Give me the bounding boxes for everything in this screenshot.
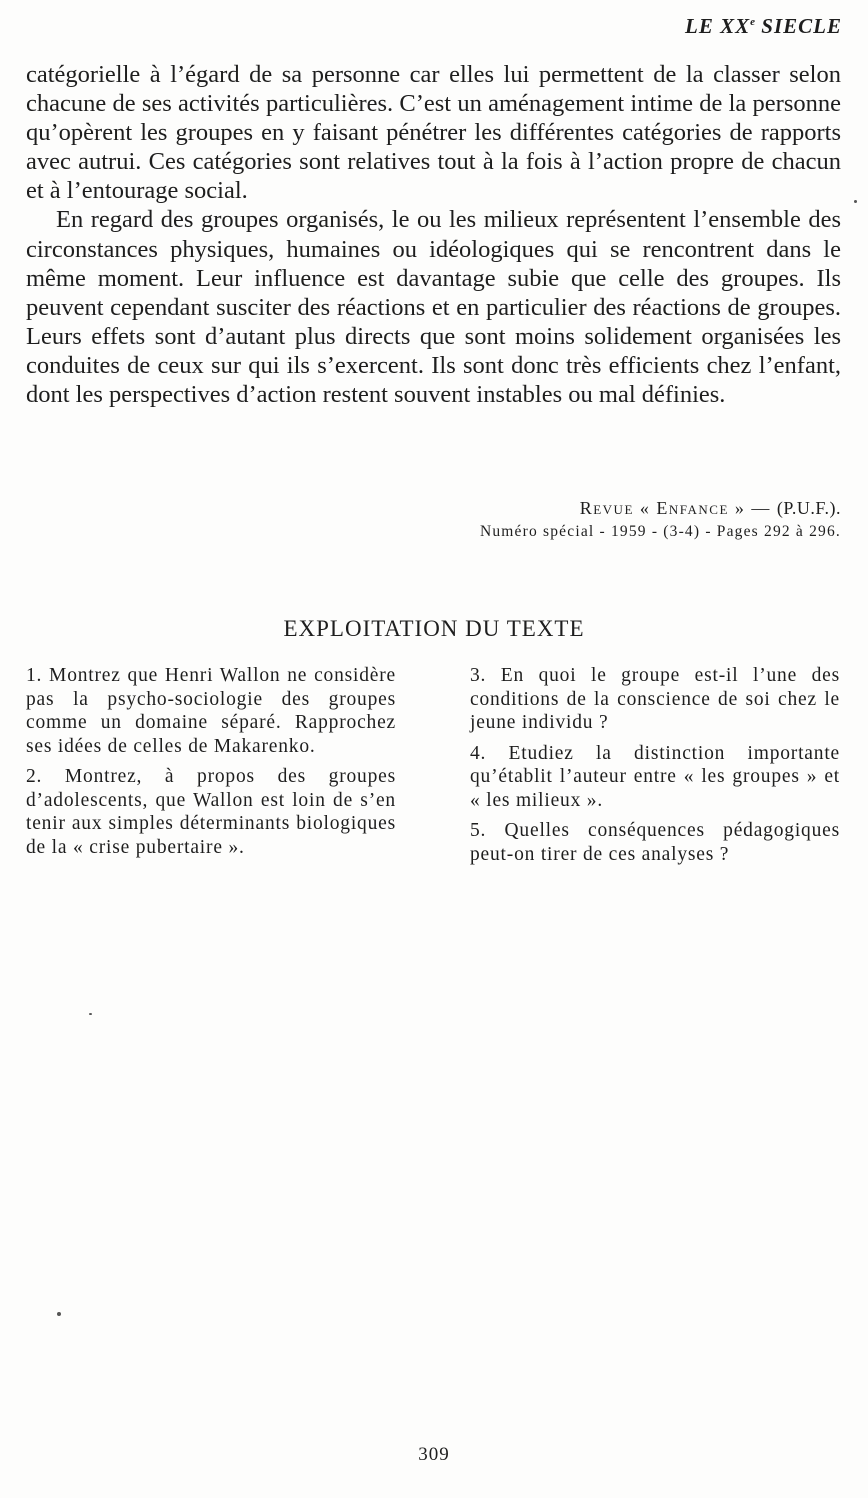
questions-right-column xyxy=(470,664,840,873)
scan-speck xyxy=(89,1013,92,1015)
questions-left-column xyxy=(26,664,396,866)
body-paragraph: catégorielle à l’égard de sa personne car elles lui permettent de la classer selon chacune de ses activités particulières. C’est un aménagement intime de la personne qu’opèrent les groupes en y faisant pénétrer les différentes catégories de rapports avec autrui. Ces catégories sont relatives tout à la fois à l’action propre de chacun et à l’entourage social. xyxy=(26,61,841,205)
citation-source-suffix: (P.U.F.). xyxy=(776,498,841,518)
running-head-text: LE XX xyxy=(685,14,751,38)
page-number: 309 xyxy=(418,1444,450,1465)
citation-source-prefix: Revue « Enfance » — xyxy=(579,498,777,518)
section-title: EXPLOITATION DU TEXTE xyxy=(283,616,585,641)
question-item: 5. Quelles conséquences pédagogiques peut-on tirer de ces analyses ? xyxy=(470,820,840,865)
running-head-rest: SIECLE xyxy=(755,14,842,38)
question-item: 3. En quoi le groupe est-il l’une des conditions de la conscience de soi chez le jeune individu ? xyxy=(470,665,840,733)
running-head-superscript: e xyxy=(750,16,756,28)
body-text xyxy=(26,60,841,409)
question-item: 4. Etudiez la distinction importante qu’établit l’auteur entre « les groupes » et « les milieux ». xyxy=(470,742,840,811)
scan-speck xyxy=(854,200,857,203)
scan-speck xyxy=(57,1312,61,1316)
body-paragraph: En regard des groupes organisés, le ou les milieux représentent l’ensemble des circonstances physiques, humaines ou idéologiques qui se rencontrent dans le même moment. Leur influence est davantage subie que celle des groupes. Ils peuvent cependant susciter des réactions et en particulier des réactions de groupes. Leurs effets sont d’autant plus directs que sont moins solidement organisées les conduites de ceux sur qui ils s’exercent. Ils sont donc très efficients chez l’enfant, dont les perspectives d’action restent souvent instables ou mal définies. xyxy=(26,206,841,409)
citation-reference: Numéro spécial - 1959 - (3-4) - Pages 292 à 296. xyxy=(479,523,841,540)
question-item: 1. Montrez que Henri Wallon ne considère pas la psycho-sociologie des groupes comme un domaine séparé. Rapprochez ses idées de celles de Makarenko. xyxy=(26,665,396,757)
citation-source xyxy=(480,496,841,520)
question-item: 2. Montrez, à propos des groupes d’adolescents, que Wallon est loin de s’en tenir aux simples déterminants biologiques de la « crise pubertaire ». xyxy=(26,766,396,858)
citation xyxy=(480,496,841,544)
running-head xyxy=(685,14,842,39)
